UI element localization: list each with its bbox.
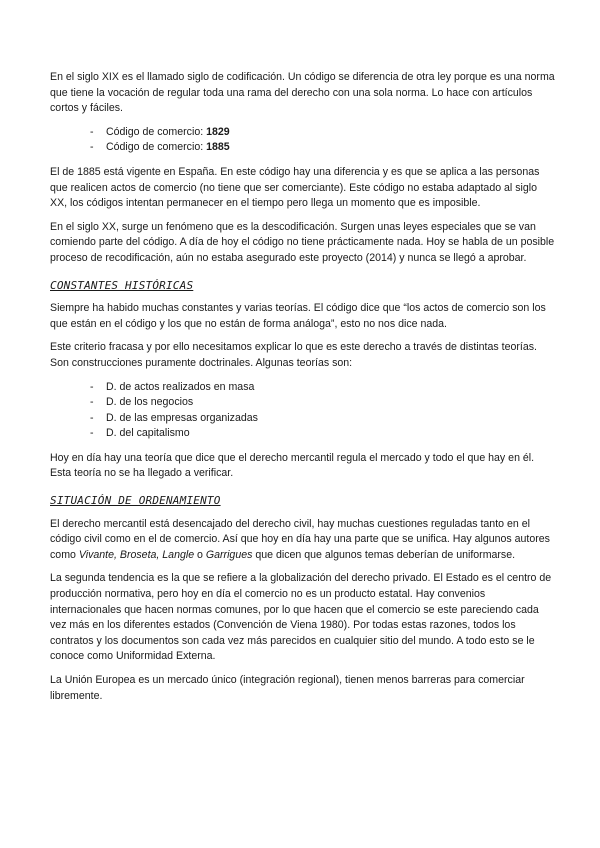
situacion-paragraph-3: La Unión Europea es un mercado único (integración regional), tienen menos barreras para comerciar libremente. [50,674,525,702]
dash-bullet: - [90,427,94,440]
intro-paragraph-1885: El de 1885 está vigente en España. En este código hay una diferencia y es que se aplica a las personas que realicen actos de comercio (no tiene que ser comerciante). Este código no estaba adaptado al siglo XX, los códigos intentan permanecer en el tiempo pero llega un momento que es imposible. [50,165,540,210]
code-year: 1829 [206,125,230,138]
dash-bullet: - [90,125,94,138]
dash-bullet: - [90,396,94,409]
situacion-paragraph-2: La segunda tendencia es la que se refiere a la globalización del derecho privado. El Estado es el centro de producción normativa, pero hoy en día el comercio no es un producto estatal. Hay convenios internacionales que hacen normas comunes, por lo que hacen que el comercio se este pareciendo cada vez más en los diferentes estados (Convención de Viena 1980). Por todas estas razones, todos los contratos y los documentos son cada vez más parecidos en cualquier sitio del mundo. A todo esto se le conoce como Uniformidad Externa. [50,572,552,663]
constantes-paragraph-2: Este criterio fracasa y por ello necesitamos explicar lo que es este derecho a través de distintas teorías. Son construcciones puramente doctrinales. Algunas teorías son: [50,341,537,369]
constantes-paragraph-1: Siempre ha habido muchas constantes y varias teorías. El código dice que “los actos de comercio son los que están en el código y los que no están de forma análoga”, esto no nos dice nada. [50,302,546,330]
code-label: Código de comercio: [106,125,207,138]
intro-paragraph-codification: En el siglo XIX es el llamado siglo de codificación. Un código se diferencia de otra ley porque es una norma que tiene la vocación de regular toda una rama del derecho con una sola norma. Lo hace con artículos cortos y fáciles. [50,71,555,115]
dash-bullet: - [90,141,94,154]
situacion-text-after: que dicen que algunos temas deberían de uniformarse. [252,548,516,561]
list-item [50,380,555,396]
code-year: 1885 [206,141,230,154]
theory-label: D. del capitalismo [106,427,190,440]
author-garrigues-italic: Garrigues [205,548,253,561]
constantes-paragraph-3: Hoy en día hay una teoría que dice que el derecho mercantil regula el mercado y todo el que hay en él. Esta teoría no se ha llegado a verificar. [50,451,535,480]
section-heading-situacion: SITUACIÓN DE ORDENAMIENTO [50,494,221,508]
situacion-text-o: o [194,548,206,561]
list-item [50,125,555,141]
theory-label: D. de los negocios [106,396,194,409]
intro-paragraph-decodification: En el siglo XX, surge un fenómeno que es la descodificación. Surgen unas leyes especiales que se van comiendo parte del código. A día de hoy el código no tiene prácticamente nada. Hoy se habla de un posible proceso de recodificación, aún no estaba asegurado este proyecto (2014) y nunca se llegó a aprobar. [50,220,555,264]
authors-italic: Vivante, Broseta, Langle [78,548,195,561]
list-item [50,411,555,427]
list-item [50,395,555,411]
dash-bullet: - [90,411,94,424]
code-label: Código de comercio: [106,141,207,154]
list-item [50,140,555,156]
situacion-text-before: El derecho mercantil está desencajado del derecho civil, hay muchas cuestiones reguladas tanto en el código civil como en el de comercio. Así que hoy en día hay una parte que se unifica. Hay algunos autores como [50,517,550,561]
codes-list [50,125,555,156]
theories-list [50,380,555,442]
list-item [50,426,555,442]
situacion-paragraph-1 [50,517,555,564]
document-page [50,70,555,712]
theory-label: D. de las empresas organizadas [106,411,258,424]
section-heading-constantes: CONSTANTES HISTÓRICAS [50,278,194,292]
dash-bullet: - [90,380,94,393]
theory-label: D. de actos realizados en masa [106,380,255,393]
